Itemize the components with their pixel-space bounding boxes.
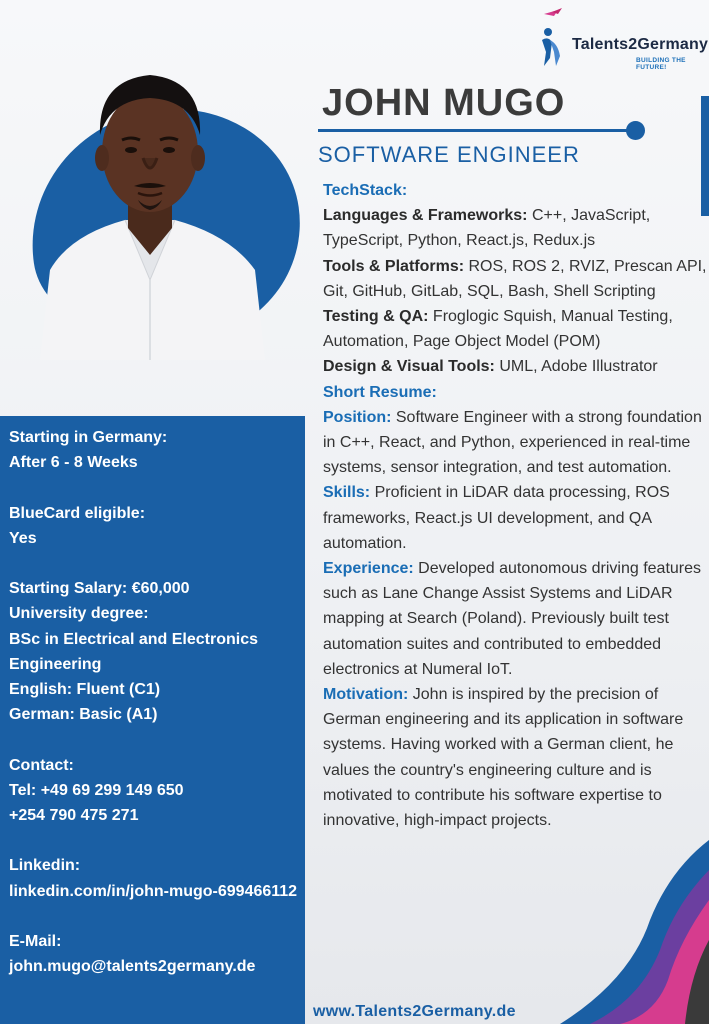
techstack-heading: TechStack:	[323, 182, 408, 199]
logo-name: Talents2Germany	[572, 36, 709, 53]
profile-photo-area	[0, 0, 300, 360]
name-underline	[318, 129, 634, 132]
candidate-name: JOHN MUGO	[322, 82, 566, 124]
email-label: E-Mail:	[9, 932, 62, 950]
resume-item-text: John is inspired by the precision of German engineering and its application in software systems. Having worked with a German client, he values the country's engineering culture and is motivated to contribute his software expertise to innovative, high-impact projects.	[323, 686, 684, 830]
name-underline-dot	[626, 121, 645, 140]
linkedin-link[interactable]: linkedin.com/in/john-mugo-699466112	[9, 882, 298, 900]
techstack-item-label: Testing & QA:	[323, 308, 429, 326]
techstack-item-text: C++, JavaScript, TypeScript, Python, React.js, Redux.js	[323, 207, 651, 250]
decorative-waves	[500, 830, 709, 1024]
techstack-item	[323, 203, 707, 253]
bluecard-value: Yes	[9, 529, 37, 547]
techstack-item-text: ROS, ROS 2, RVIZ, Prescan API, Git, GitHub, GitLab, SQL, Bash, Shell Scripting	[323, 257, 707, 300]
resume-item-text: Software Engineer with a strong foundation in C++, React, and Python, experienced in real-time systems, sensor integration, and test automation.	[323, 408, 702, 477]
company-logo	[538, 8, 709, 71]
techstack-item-label: Tools & Platforms:	[323, 257, 465, 275]
logo-figure-icon	[538, 8, 570, 68]
techstack-item	[323, 254, 707, 304]
website-link[interactable]: www.Talents2Germany.de	[313, 1003, 516, 1020]
starting-label: Starting in Germany:	[9, 429, 168, 446]
resume-item	[323, 480, 707, 556]
techstack-item-label: Languages & Frameworks:	[323, 207, 528, 225]
resume-item-text: Developed autonomous driving features such as Lane Change Assist Systems and LiDAR mapping at Search (Poland). Previously built test automation suites and contributed to embedded electronics at Numeral IoT.	[323, 560, 702, 678]
resume-item-label: Motivation:	[323, 686, 409, 704]
main-content	[323, 178, 707, 833]
resume-heading: Short Resume:	[323, 383, 437, 401]
salary: Starting Salary: €60,000	[9, 580, 190, 598]
resume-item	[323, 682, 707, 833]
email-link[interactable]: john.mugo@talents2germany.de	[9, 958, 256, 976]
resume-item-label: Skills:	[323, 484, 371, 502]
resume-item-label: Position:	[323, 408, 392, 426]
techstack-item	[323, 304, 707, 354]
candidate-title: SOFTWARE ENGINEER	[318, 142, 580, 167]
logo-tagline: BUILDING THE FUTURE!	[636, 57, 686, 71]
resume-item	[323, 556, 707, 682]
resume-item-text: Proficient in LiDAR data processing, ROS frameworks, React.js UI development, and QA automation.	[323, 484, 670, 552]
degree-label: University degree:	[9, 605, 149, 623]
linkedin-label: Linkedin:	[9, 857, 81, 875]
telephone[interactable]: Tel: +49 69 299 149 650	[9, 781, 184, 799]
resume-item	[323, 405, 707, 481]
telephone-secondary[interactable]: +254 790 475 271	[9, 807, 139, 824]
profile-photo	[30, 40, 270, 360]
starting-value: After 6 - 8 Weeks	[9, 454, 138, 472]
degree-value: BSc in Electrical and Electronics Engineering	[9, 630, 258, 673]
techstack-item	[323, 354, 707, 379]
german-level: German: Basic (A1)	[9, 706, 158, 724]
techstack-item-label: Design & Visual Tools:	[323, 358, 495, 376]
techstack-item-text: UML, Adobe Illustrator	[494, 358, 658, 376]
techstack-item-text: Froglogic Squish, Manual Testing, Automation, Page Object Model (POM)	[323, 308, 673, 351]
left-info-text	[9, 425, 305, 979]
contact-label: Contact:	[9, 756, 74, 774]
bluecard-label: BlueCard eligible:	[9, 504, 146, 522]
resume-item-label: Experience:	[323, 560, 414, 578]
english-level: English: Fluent (C1)	[9, 681, 161, 698]
